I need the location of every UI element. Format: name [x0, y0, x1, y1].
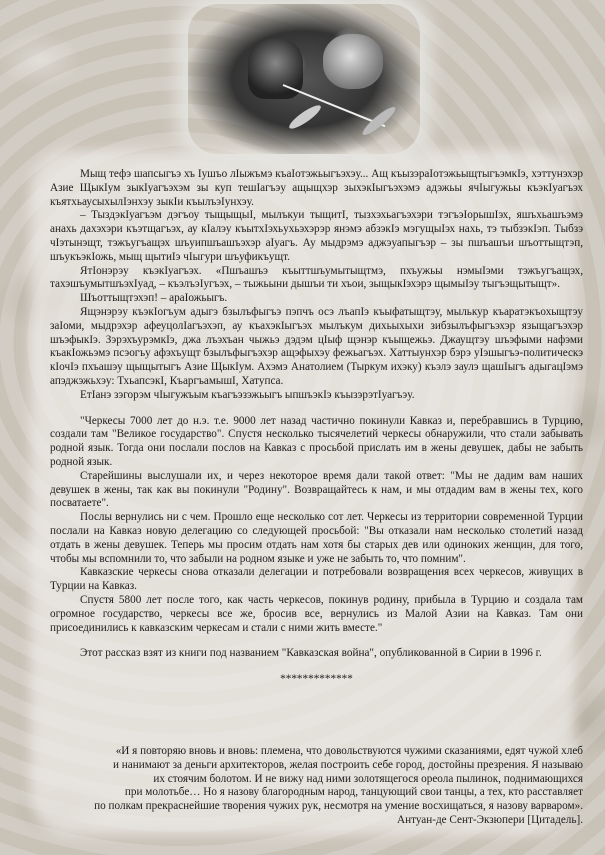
circassian-paragraph: ЯтІонэрэу къэкІуагъэх. «Пшъашъэ къыттшъумытыщтмэ, пхъужьы нэмыІэми тэжъугъащэх, тахэшъумытшъэхІуад, – къэлъэІугъэх, – тыжьыни дышъи ти хъои, зыщыкІэхэрэ щымыІэу тыгъэщытыщт».: [50, 264, 583, 291]
epigraph-line: при молотьбе… Но я назову благородным народ, танцующий свои танцы, а тех, кто расставляет: [124, 786, 583, 799]
article-body: [50, 168, 583, 687]
epigraph: [50, 745, 583, 828]
russian-paragraph: Спустя 5800 лет после того, как часть черкесов, покинув родину, прибыла в Турцию и создала там огромное государство, черкесы все же, бросив все, вернулись из Малой Азии на Кавказ. Там они присоединились к кавказским черкесам и стали с ними жить вместе.": [50, 593, 583, 634]
divers-photo: [188, 4, 420, 154]
russian-paragraph: Послы вернулись ни с чем. Прошло еще несколько сот лет. Черкесы из территории современной Турции послали на Кавказ новую делегацию со следующей просьбой: "Вы отказали нам несколько столетий назад отдать в жены девушек. Теперь мы просим отдать нам хотя бы старых дев или одиноких женщин, для того, чтобы мы вспомнили то, что забыли на родном языке и уже не забыть то, что помним".: [50, 511, 583, 565]
russian-paragraph: Кавказские черкесы снова отказали делегации и потребовали возвращения всех черкесов, живущих в Турции на Кавказ.: [50, 566, 583, 593]
circassian-paragraph: – ТыздэкІуагъэм дэгъоу тыщыщыІ, мылъкуи тыщитІ, тызхэхьагъэхэри тэгъэІорышІэх, яшъхьашъэмэ анахь дахэхэри къэтщагъэх, ау кІалэу къытхІэхьухьэхэрэр янэмэ абзэкІэ мэгущыІэх нахь, тэ тыбзэкІэп. Тыбзэ чІэтынэщт, тэжъугъащэх шъуипшъашъэхэр аІуагъ. Ау мыдрэмэ аджэуапыгъэр – зы пшъашъи шъоттыщтэп, шъукъэкІожь, мыщ щытиІэ чІыгури шъуфикъущт.: [50, 209, 583, 263]
epigraph-author: Антуан-де Сент-Экзюпери [Цитадель].: [397, 813, 583, 826]
separator: *************: [280, 673, 353, 686]
epigraph-line: и нанимают за деньги архитекторов, желая построить себе город, достойны презрения. Я называю: [113, 758, 583, 771]
source-note: Этот рассказ взят из книги под названием "Кавказская война", опубликованной в Сирии в 1996 г.: [80, 647, 542, 660]
epigraph-line: их стоячим болотом. И не вижу над ними золотящегося ореола пылинок, поднимающихся: [153, 772, 583, 785]
epigraph-line: по полкам прекраснейшие творения чужих рук, несмотря на умение восхищаться, я назову варваром».: [94, 800, 583, 813]
diver-figure: [323, 34, 383, 89]
fin-shape: [287, 102, 324, 132]
russian-paragraph: "Черкесы 7000 лет до н.э. т.е. 9000 лет назад частично покинули Кавказ и, перебравшись в Турцию, создали там "Великое государство". Спустя несколько тысячелетий черкесы обнаружили, что стали забывать родной язык. Тогда они послали послов на Кавказ с просьбой прислать им в жены девушек, дабы не забыть родной язык.: [50, 414, 583, 468]
fin-shape: [360, 104, 399, 139]
circassian-paragraph: Шъоттыщтэхэп! – араІожьыгъ.: [80, 292, 228, 305]
circassian-paragraph: ЕтІанэ зэгорэм чІыгужъым къагъэзэжьыгъ ыпшъэкІэ къызэрэтІуагъэу.: [80, 388, 415, 401]
circassian-paragraph: Мыщ тефэ шапсыгъэ хъ Іушъо лІыжъмэ къаІотэжьыгъэхэу... Ащ къызэраІотэжьыщтыгъэмкІэ, хэттунэхэр Азие ЩыкІум зыкІуагъэхэм зы куп тешІагъэу ащыщхэр зыхэкІыгъэхэмэ адэжьы ячІыгужьы къэкІуагъэх къятхьаусыхылІэнхэу зыкІи къылъэІунхэу.: [50, 168, 583, 208]
epigraph-line: «И я повторяю вновь и вновь: племена, что довольствуются чужими сказаниями, едят чужой хлеб: [115, 745, 583, 757]
circassian-paragraph: Ящэнэрэу къэкІогъум адыгэ бзылъфыгъэ пэпчъ осэ лъапІэ къыфатыщтэу, мылькур къаратэкъохыщтэу заІоми, мыдрэхэр афеуцолІагъэхэп, ау къахэкІыгъэх мылъкум дихьыхыхи зибзылъфыгъэхэр языщагъэхэр шъэфыкІэ. ЗэрэхъурэмкІэ, джа лъэхъан чыжьэ дэдэм цІыф щэнэр къыщежьэ. Джаущтэу шъэфыми нафэми къакІожьэмэ псэогъу афэхъущт бзылъфыгъэхэр ащэфыхэу фежьагъэх. Хаттыунхэр бэрэ уІэшыгъэ-политическэ кІочІэ пхъашэу щыщытыгъ Азие ЩыкІум. Ахэмэ Анатолием (Тыркум ихэку) къэлэ заулэ щашІыгъ адыгацІэмэ апэджэжьхэу: ТхьапсэкІ, КъаргъамышІ, Хатупса.: [50, 305, 583, 387]
russian-paragraph: Старейшины выслушали их, и через некоторое время дали такой ответ: "Мы не дадим вам наших девушек в жены, так как вы покинули "Родину". Возвращайтесь к нам, и мы отдадим вам в жены тех, кого посватаете".: [50, 469, 583, 510]
